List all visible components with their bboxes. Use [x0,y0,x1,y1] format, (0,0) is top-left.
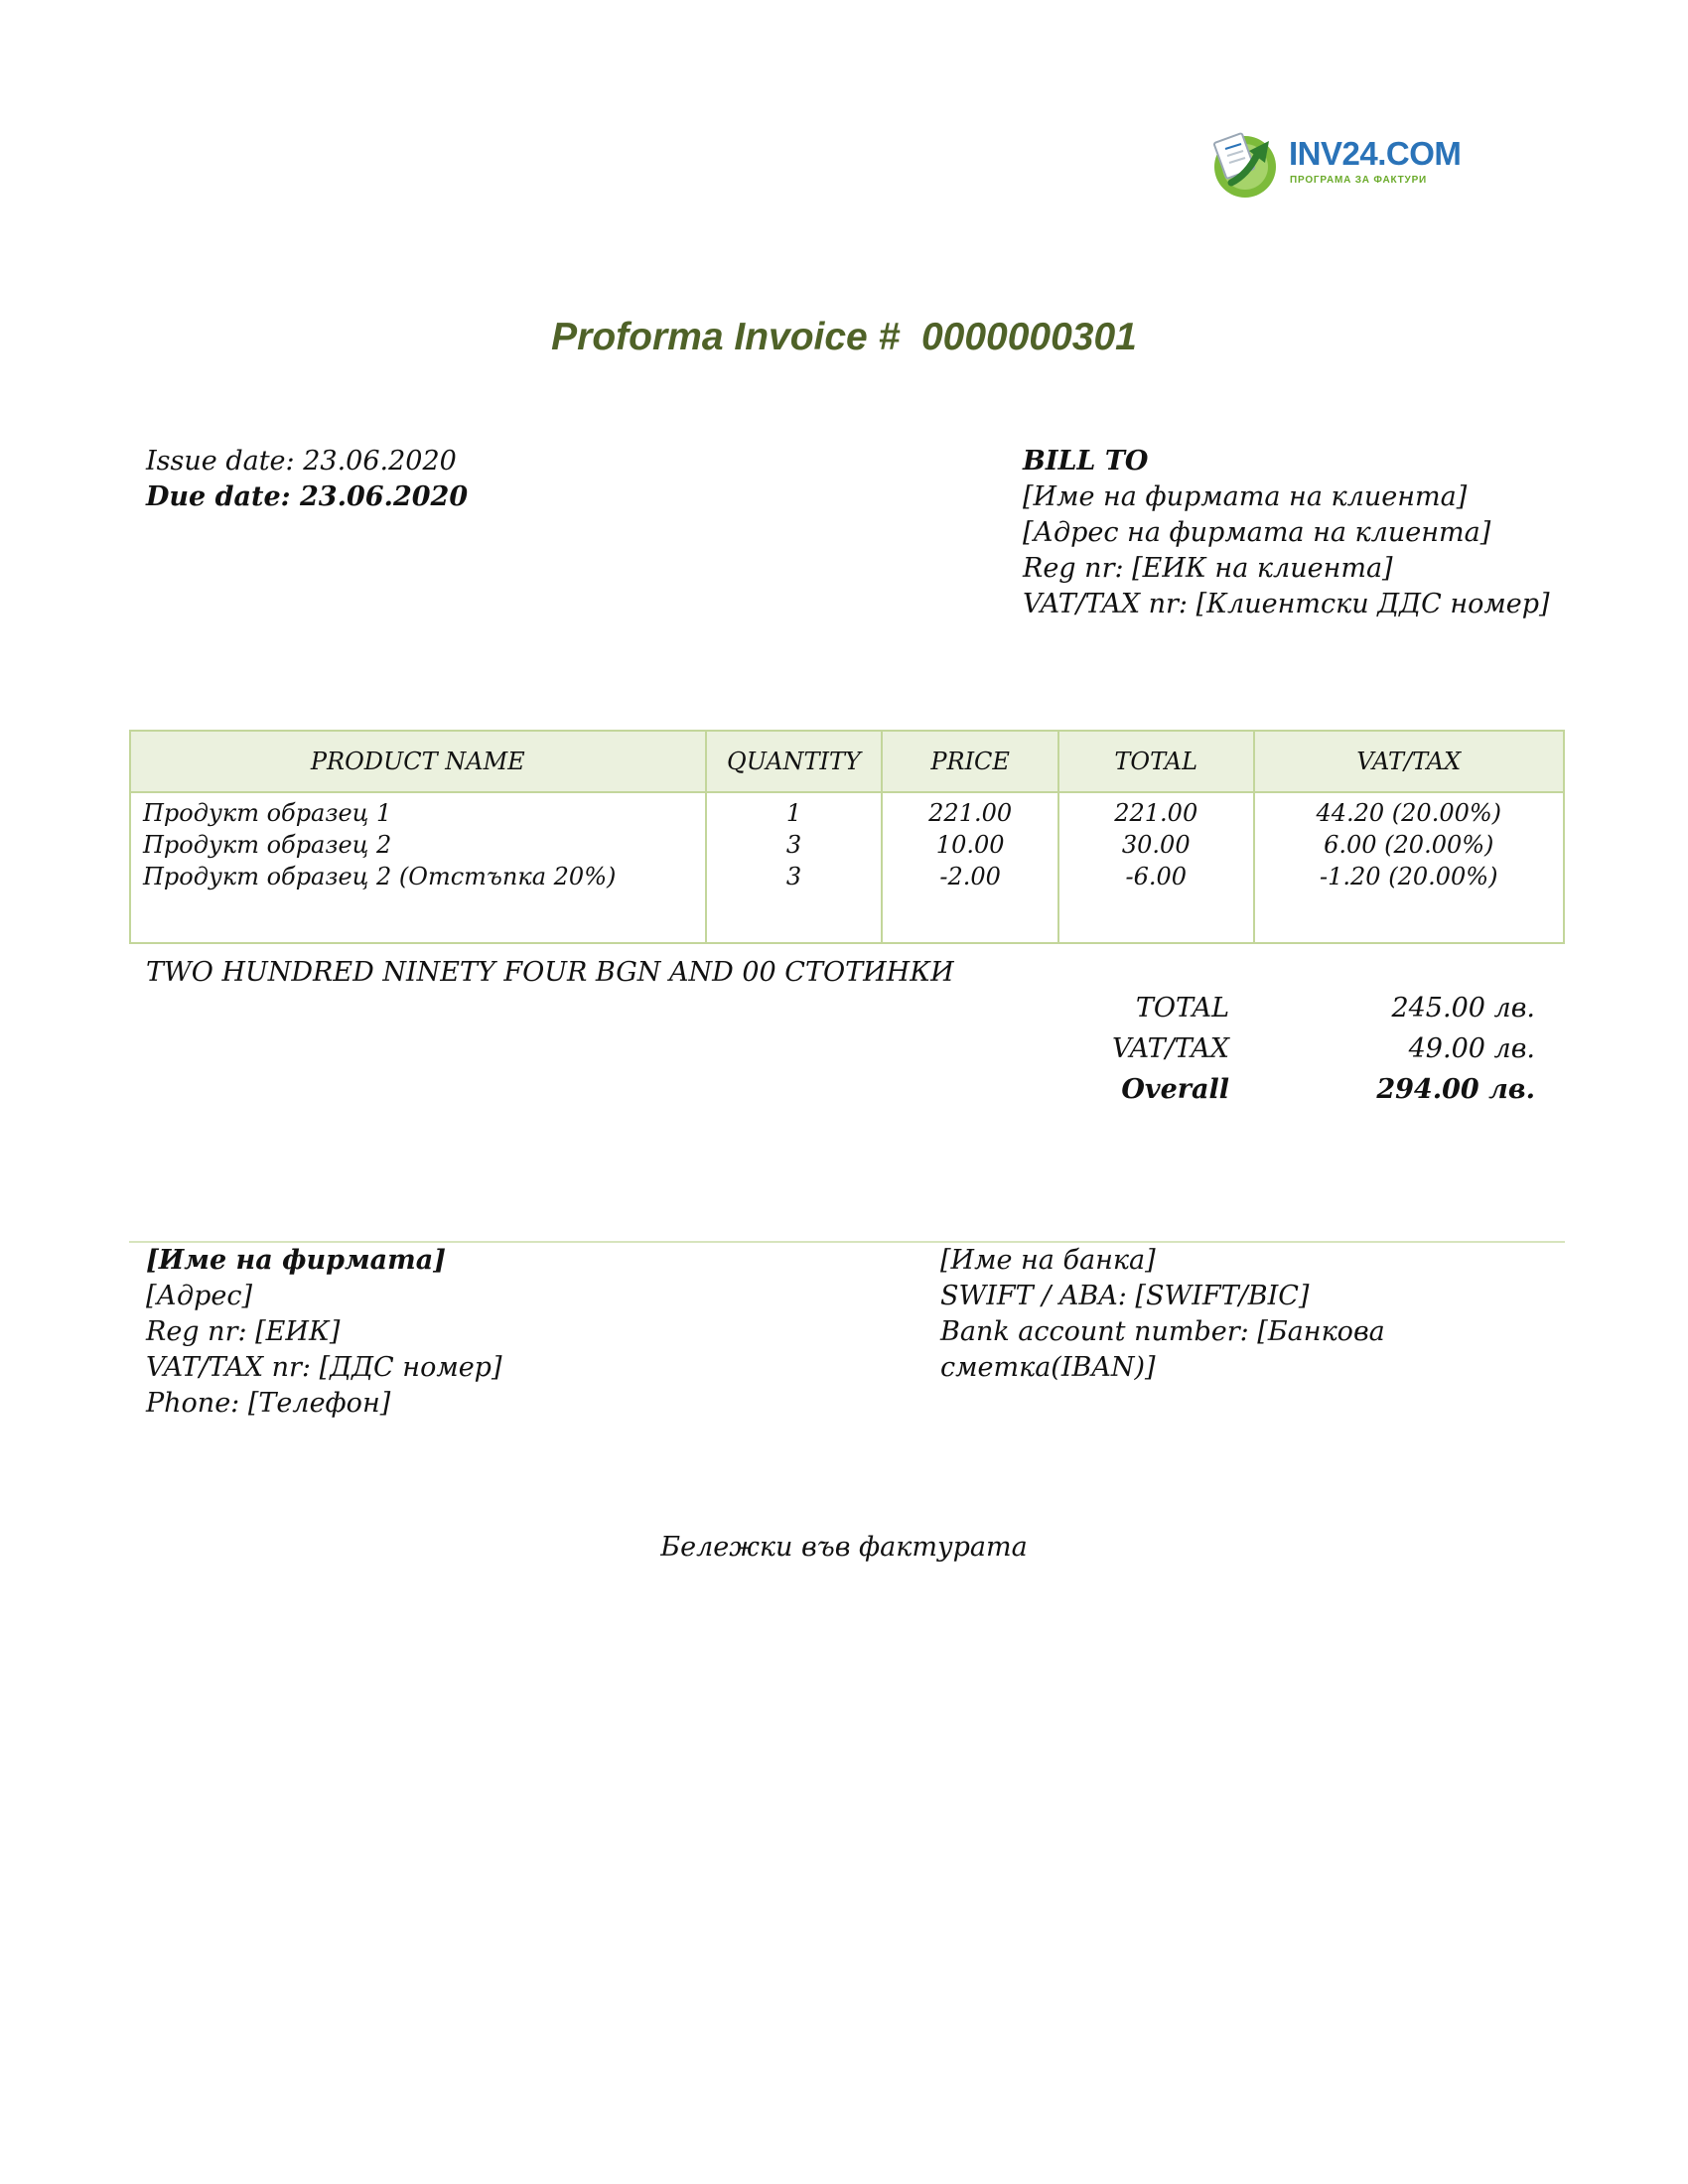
overall-row [993,1074,1539,1115]
company-name: [Име на фирмата] [146,1245,446,1276]
bank-details [940,1243,1385,1386]
amount-in-words: TWO HUNDRED NINETY FOUR BGN AND 00 СТОТИНКИ [146,957,954,988]
table-row [130,861,1564,892]
bank-swift: SWIFT / ABA: [SWIFT/BIC] [940,1281,1310,1311]
company-address: [Адрес] [146,1281,253,1311]
overall-label: Overall [1121,1074,1229,1105]
bank-account-number: Bank account number: [Банкова [940,1316,1385,1347]
logo-tagline: ПРОГРАМА ЗА ФАКТУРИ [1290,175,1428,186]
client-reg-nr: Reg nr: [ЕИК на клиента] [1023,553,1393,584]
vat-tax-value: 49.00 лв. [1408,1033,1535,1064]
bank-name: [Име на банка] [940,1245,1156,1276]
due-date: Due date: 23.06.2020 [146,481,469,512]
client-address: [Адрес на фирмата на клиента] [1023,517,1491,548]
vat-tax-label: VAT/TAX [1111,1033,1229,1064]
table-spacer-row [130,892,1564,943]
total-row [993,993,1539,1033]
total-value: 245.00 лв. [1391,993,1535,1024]
issue-date: Issue date: 23.06.2020 [146,446,457,477]
column-header-price: PRICE [882,731,1058,792]
column-header-product-name: PRODUCT NAME [130,731,706,792]
bill-to-heading: BILL TO [1023,446,1149,477]
quantity-cell: 1 [706,792,883,829]
totals-block [993,993,1539,1115]
total-cell: 30.00 [1058,829,1254,861]
total-label: TOTAL [1135,993,1229,1024]
vat-tax-cell: -1.20 (20.00%) [1254,861,1565,892]
vat-tax-cell: 6.00 (20.00%) [1254,829,1565,861]
invoice-title: Proforma Invoice # 0000000301 [551,316,1137,358]
product-name-cell: Продукт образец 1 [130,792,706,829]
column-header-vat-tax: VAT/TAX [1254,731,1565,792]
column-header-quantity: QUANTITY [706,731,883,792]
company-logo [1209,127,1462,201]
total-cell: -6.00 [1058,861,1254,892]
company-reg-nr: Reg nr: [ЕИК] [146,1316,341,1347]
document-arrow-logo-icon [1209,127,1283,201]
table-row [130,829,1564,861]
product-name-cell: Продукт образец 2 [130,829,706,861]
vat-tax-cell: 44.20 (20.00%) [1254,792,1565,829]
company-phone: Phone: [Телефон] [146,1388,391,1419]
quantity-cell: 3 [706,829,883,861]
bank-account-number-cont: сметка(IBAN)] [940,1352,1156,1383]
table-row [130,792,1564,829]
company-details [146,1243,502,1422]
price-cell: 221.00 [882,792,1058,829]
price-cell: -2.00 [882,861,1058,892]
column-header-total: TOTAL [1058,731,1254,792]
product-name-cell: Продукт образец 2 (Отстъпка 20%) [130,861,706,892]
client-name: [Име на фирмата на клиента] [1023,481,1468,512]
company-vat-nr: VAT/TAX nr: [ДДС номер] [146,1352,502,1383]
invoice-dates [146,444,468,515]
table-header-row [130,731,1564,792]
total-cell: 221.00 [1058,792,1254,829]
overall-value: 294.00 лв. [1376,1074,1535,1105]
logo-wordmark: INV24.COM [1289,135,1462,172]
invoice-notes: Бележки във фактурата [660,1532,1028,1563]
vat-tax-row [993,1033,1539,1074]
client-vat-nr: VAT/TAX nr: [Клиентски ДДС номер] [1023,589,1550,619]
price-cell: 10.00 [882,829,1058,861]
quantity-cell: 3 [706,861,883,892]
items-table [129,730,1565,944]
bill-to-block [1023,444,1550,622]
